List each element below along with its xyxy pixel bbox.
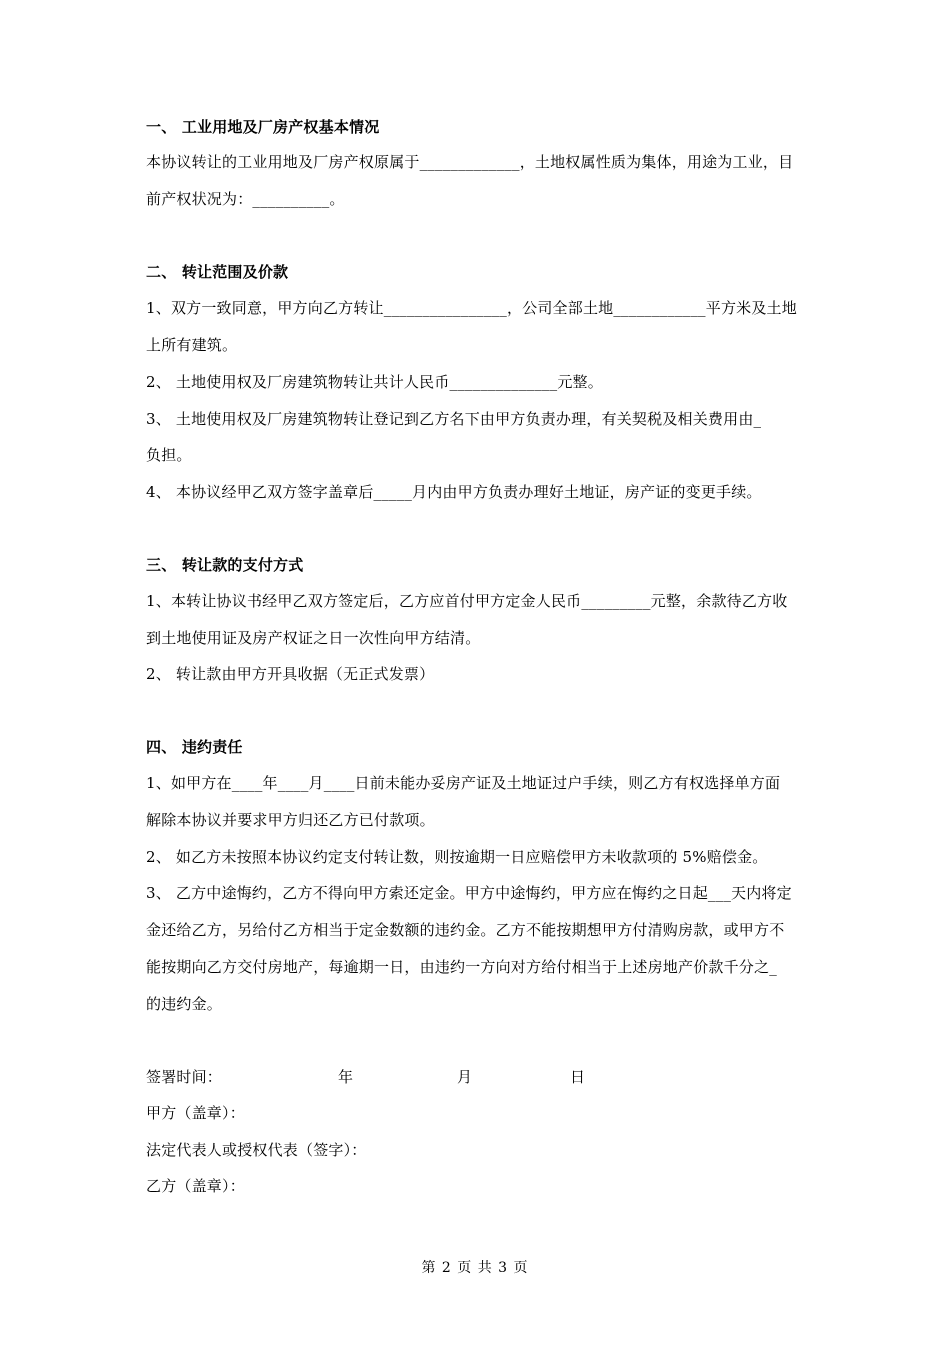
legal-representative-label: 法定代表人或授权代表（签字）： xyxy=(146,1141,367,1159)
signature-day-label: 日 xyxy=(570,1068,586,1086)
signature-year-label: 年 xyxy=(338,1068,354,1086)
party-b-seal-label: 乙方（盖章）： xyxy=(146,1177,245,1195)
section-3-line-1: 1、本转让协议书经甲乙双方签定后，乙方应首付甲方定金人民币_________元整，余款待乙方收 xyxy=(146,592,788,610)
section-2-heading: 二、 转让范围及价款 xyxy=(146,263,289,281)
section-4-line-1: 1、如甲方在____年____月____日前未能办妥房产证及土地证过户手续，则乙方有权选择单方面 xyxy=(146,774,781,792)
section-4-line-6: 能按期向乙方交付房地产，每逾期一日，由违约一方向对方给付相当于上述房地产价款千分之_ xyxy=(146,958,777,976)
section-2-line-5: 负担。 xyxy=(146,446,192,464)
section-4-line-7: 的违约金。 xyxy=(146,995,223,1013)
section-1-line-2: 前产权状况为：__________。 xyxy=(146,190,345,208)
signature-month-label: 月 xyxy=(457,1068,473,1086)
party-a-seal-label: 甲方（盖章）： xyxy=(146,1104,245,1122)
section-4-line-2: 解除本协议并要求甲方归还乙方已付款项。 xyxy=(146,811,435,829)
section-3-line-3: 2、 转让款由甲方开具收据（无正式发票） xyxy=(146,665,435,683)
section-3-heading: 三、 转让款的支付方式 xyxy=(146,556,304,574)
signature-time-row xyxy=(146,1067,810,1087)
section-1-line-1: 本协议转让的工业用地及厂房产权原属于_____________，土地权属性质为集体，用途为工业，目 xyxy=(146,153,794,171)
section-4-line-5: 金还给乙方，另给付乙方相当于定金数额的违约金。乙方不能按期想甲方付清购房款，或甲方不 xyxy=(146,921,785,939)
section-4-heading: 四、 违约责任 xyxy=(146,738,243,756)
section-2-line-2: 上所有建筑。 xyxy=(146,336,238,354)
section-3-line-2: 到土地使用证及房产权证之日一次性向甲方结清。 xyxy=(146,629,481,647)
page-number-footer: 第 2 页 共 3 页 xyxy=(421,1260,529,1276)
section-2-line-6: 4、 本协议经甲乙双方签字盖章后_____月内由甲方负责办理好土地证，房产证的变更手续。 xyxy=(146,483,762,501)
section-4-line-4: 3、 乙方中途悔约，乙方不得向甲方索还定金。甲方中途悔约，甲方应在悔约之日起___天内将定 xyxy=(146,884,792,902)
section-2-line-3: 2、 土地使用权及厂房建筑物转让共计人民币______________元整。 xyxy=(146,373,603,391)
section-2-line-1: 1、双方一致同意，甲方向乙方转让________________，公司全部土地____________平方米及土地 xyxy=(146,299,797,317)
section-4-line-3: 2、 如乙方未按照本协议约定支付转让数，则按逾期一日应赔偿甲方未收款项的 5%赔偿金。 xyxy=(146,848,768,866)
section-2-line-4: 3、 土地使用权及厂房建筑物转让登记到乙方名下由甲方负责办理，有关契税及相关费用由_ xyxy=(146,410,762,428)
section-1-heading: 一、 工业用地及厂房产权基本情况 xyxy=(146,118,380,136)
signature-time-label: 签署时间： xyxy=(146,1068,223,1086)
